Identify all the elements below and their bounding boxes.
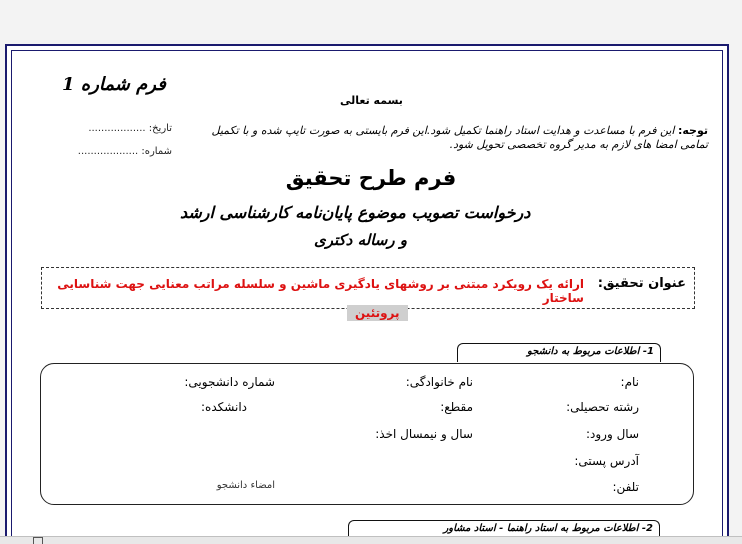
research-title-label: عنوان تحقیق: xyxy=(597,276,686,291)
note-text: این فرم با مساعدت و هدایت استاد راهنما تکمیل شود.این فرم بایستی به صورت تایپ شده و با تکمیل تمامی امضا های لازم به مدیر گروه تخصصی تحویل شود. xyxy=(211,124,708,151)
status-bar xyxy=(0,536,742,544)
date-field: تاریخ: .................. xyxy=(88,123,172,134)
phone-label: تلفن: xyxy=(612,480,639,494)
section2-tab: 2- اطلاعات مربوط به استاد راهنما - استاد مشاور xyxy=(348,520,660,539)
faculty-label: دانشکده: xyxy=(201,400,247,414)
page-icon xyxy=(33,537,43,544)
number-field: شماره: ................... xyxy=(77,146,172,157)
entry-year-label: سال ورود: xyxy=(585,427,639,441)
student-signature-label: امضاء دانشجو xyxy=(216,480,275,491)
research-title-text[interactable]: ارائه یک رویکرد مبتنی بر روشهای یادگیری ماشین و سلسله مراتب معنایی جهت شناسایی ساختار xyxy=(57,277,584,305)
family-name-label: نام خانوادگی: xyxy=(405,375,473,389)
form-title: فرم طرح تحقیق xyxy=(285,166,457,190)
note xyxy=(188,124,708,152)
degree-label: مقطع: xyxy=(440,400,473,414)
student-info-section xyxy=(40,363,694,505)
page-margin-line xyxy=(727,44,728,544)
entry-term-label: سال و نیمسال اخذ: xyxy=(375,427,473,441)
form-number: فرم شماره 1 xyxy=(62,74,166,95)
student-number-label: شماره دانشجویی: xyxy=(184,375,275,389)
form-subtitle-1: درخواست تصویب موضوع پایان‌نامه کارشناسی ارشد xyxy=(180,203,531,222)
basmala: بسمه تعالی xyxy=(340,94,403,107)
note-label: توجه: xyxy=(677,124,708,137)
form-subtitle-2: و رساله دکتری xyxy=(314,231,408,249)
name-label: نام: xyxy=(620,375,639,389)
research-title-continuation[interactable]: پروتئین xyxy=(347,305,408,321)
research-title-box xyxy=(41,267,695,309)
section1-tab: 1- اطلاعات مربوط به دانشجو xyxy=(457,343,661,362)
address-label: آدرس پستی: xyxy=(574,454,639,468)
field-label: رشته تحصیلی: xyxy=(566,400,639,414)
